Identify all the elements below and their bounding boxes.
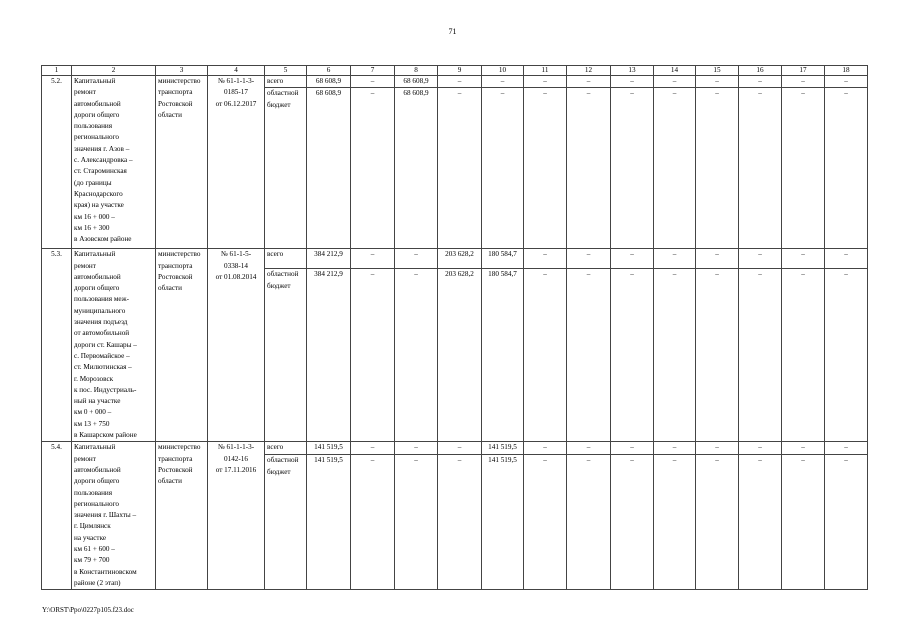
value-cell: – <box>395 269 438 442</box>
value-cell: – <box>696 455 739 590</box>
value-cell: – <box>567 88 611 249</box>
value-cell: 384 212,9 <box>307 269 351 442</box>
table-row <box>42 249 868 269</box>
page-number: 71 <box>448 27 457 36</box>
value-cell: – <box>482 88 524 249</box>
value-cell: – <box>825 455 868 590</box>
table-row <box>42 76 868 88</box>
value-cell: – <box>351 249 395 269</box>
column-header: 4 <box>208 66 265 76</box>
value-cell: – <box>524 269 567 442</box>
column-header: 14 <box>654 66 696 76</box>
value-cell: – <box>654 249 696 269</box>
value-cell: – <box>739 88 782 249</box>
column-header: 8 <box>395 66 438 76</box>
column-header: 1 <box>42 66 72 76</box>
value-cell: – <box>524 442 567 455</box>
value-cell: – <box>696 442 739 455</box>
value-cell: – <box>438 76 482 88</box>
object-name: Капитальный ремонт автомобильной дороги общего пользования регионального значения г. Азов – с. Александровка – ст. Староминская (до границы Краснодарского края) на участке км 16 + 000 – км 16 + 300 в Азовском районе <box>72 76 156 249</box>
value-cell: – <box>611 88 654 249</box>
value-cell: – <box>524 88 567 249</box>
value-cell: – <box>782 269 825 442</box>
value-cell: – <box>782 88 825 249</box>
column-header: 10 <box>482 66 524 76</box>
value-cell: 68 608,9 <box>307 76 351 88</box>
value-cell: – <box>567 249 611 269</box>
value-cell: – <box>739 249 782 269</box>
approval-doc: № 61-1-5- 0338-14 от 01.08.2014 <box>208 249 265 442</box>
object-name: Капитальный ремонт автомобильной дороги общего пользования меж- муниципального значения подъезд от автомобильной дороги ст. Кашары – с. Первомайское – ст. Милютинская – г. Морозовск к пос. Индустриаль- ный на участке км 0 + 000 – км 13 + 750 в Кашарском районе <box>72 249 156 442</box>
value-cell: – <box>782 249 825 269</box>
value-cell: – <box>654 455 696 590</box>
column-header: 3 <box>156 66 208 76</box>
column-header: 6 <box>307 66 351 76</box>
value-cell: – <box>696 269 739 442</box>
value-cell: – <box>825 76 868 88</box>
value-cell: 180 584,7 <box>482 269 524 442</box>
value-cell: – <box>825 269 868 442</box>
value-cell: – <box>567 442 611 455</box>
funding-source: всего <box>265 76 307 88</box>
funding-source: областной бюджет <box>265 455 307 590</box>
column-header: 13 <box>611 66 654 76</box>
value-cell: 141 519,5 <box>482 455 524 590</box>
value-cell: – <box>782 442 825 455</box>
value-cell: – <box>611 269 654 442</box>
table-body <box>42 66 868 590</box>
program-table <box>41 65 868 590</box>
value-cell: – <box>351 76 395 88</box>
table-row <box>42 442 868 455</box>
column-header: 11 <box>524 66 567 76</box>
value-cell: 384 212,9 <box>307 249 351 269</box>
value-cell: – <box>825 88 868 249</box>
value-cell: – <box>611 76 654 88</box>
column-header: 16 <box>739 66 782 76</box>
value-cell: 141 519,5 <box>307 455 351 590</box>
value-cell: – <box>696 88 739 249</box>
value-cell: – <box>739 455 782 590</box>
row-number: 5.3. <box>42 249 72 442</box>
header-row <box>42 66 868 76</box>
value-cell: – <box>524 76 567 88</box>
value-cell: – <box>395 455 438 590</box>
value-cell: – <box>438 455 482 590</box>
value-cell: – <box>654 76 696 88</box>
value-cell: – <box>611 455 654 590</box>
value-cell: 141 519,5 <box>307 442 351 455</box>
value-cell: – <box>567 76 611 88</box>
value-cell: – <box>351 269 395 442</box>
value-cell: – <box>782 76 825 88</box>
value-cell: – <box>351 442 395 455</box>
customer-org: министерство транспорта Ростовской области <box>156 76 208 249</box>
funding-source: всего <box>265 249 307 269</box>
value-cell: – <box>567 455 611 590</box>
value-cell: – <box>567 269 611 442</box>
value-cell: 68 608,9 <box>395 88 438 249</box>
value-cell: – <box>696 76 739 88</box>
value-cell: – <box>482 76 524 88</box>
value-cell: – <box>825 249 868 269</box>
column-header: 17 <box>782 66 825 76</box>
value-cell: 180 584,7 <box>482 249 524 269</box>
value-cell: 203 628,2 <box>438 269 482 442</box>
value-cell: 68 608,9 <box>307 88 351 249</box>
column-header: 2 <box>72 66 156 76</box>
row-number: 5.4. <box>42 442 72 590</box>
value-cell: – <box>351 88 395 249</box>
column-header: 18 <box>825 66 868 76</box>
value-cell: 68 608,9 <box>395 76 438 88</box>
approval-doc: № 61-1-1-3- 0142-16 от 17.11.2016 <box>208 442 265 590</box>
row-number: 5.2. <box>42 76 72 249</box>
funding-source: областной бюджет <box>265 88 307 249</box>
value-cell: – <box>611 249 654 269</box>
value-cell: – <box>524 455 567 590</box>
value-cell: – <box>438 88 482 249</box>
column-header: 9 <box>438 66 482 76</box>
value-cell: – <box>524 249 567 269</box>
column-header: 5 <box>265 66 307 76</box>
value-cell: – <box>611 442 654 455</box>
value-cell: – <box>395 249 438 269</box>
funding-source: областной бюджет <box>265 269 307 442</box>
value-cell: – <box>696 249 739 269</box>
value-cell: – <box>825 442 868 455</box>
customer-org: министерство транспорта Ростовской области <box>156 249 208 442</box>
value-cell: – <box>739 76 782 88</box>
value-cell: – <box>395 442 438 455</box>
value-cell: – <box>739 442 782 455</box>
value-cell: 203 628,2 <box>438 249 482 269</box>
value-cell: – <box>654 442 696 455</box>
column-header: 12 <box>567 66 611 76</box>
value-cell: – <box>438 442 482 455</box>
value-cell: – <box>351 455 395 590</box>
approval-doc: № 61-1-1-3- 0185-17 от 06.12.2017 <box>208 76 265 249</box>
funding-source: всего <box>265 442 307 455</box>
customer-org: министерство транспорта Ростовской области <box>156 442 208 590</box>
column-header: 15 <box>696 66 739 76</box>
object-name: Капитальный ремонт автомобильной дороги общего пользования регионального значения г. Шахты – г. Цимлянск на участке км 61 + 600 – км 79 + 700 в Константиновском районе (2 этап) <box>72 442 156 590</box>
value-cell: – <box>782 455 825 590</box>
footer-filepath: Y:\ORST\Ppo\0227p105.f23.doc <box>42 606 134 614</box>
value-cell: – <box>739 269 782 442</box>
value-cell: – <box>654 88 696 249</box>
value-cell: – <box>654 269 696 442</box>
value-cell: 141 519,5 <box>482 442 524 455</box>
column-header: 7 <box>351 66 395 76</box>
